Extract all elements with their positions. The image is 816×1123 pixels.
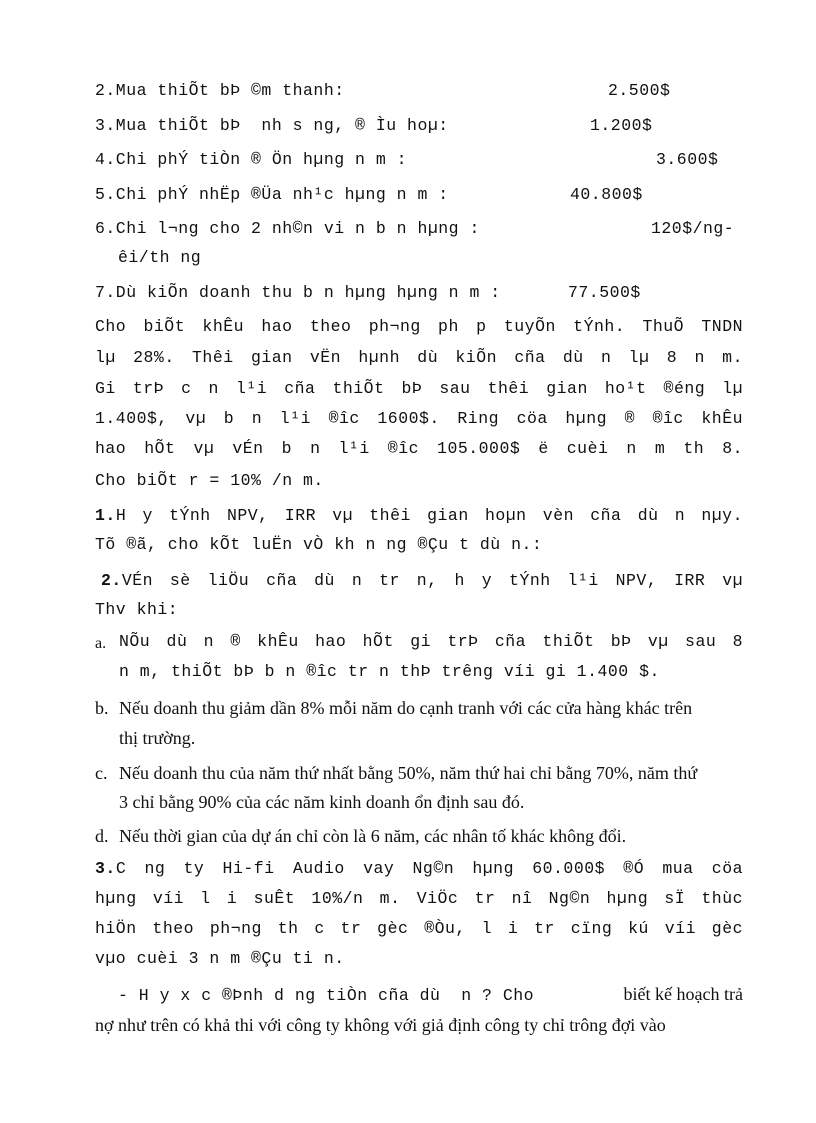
item-4-amount: 3.600$ bbox=[656, 150, 719, 169]
item-3-label: 3.Mua thiÕt bÞ nh s ng, ® Ìu hoµ: bbox=[95, 116, 449, 135]
item-b-line-1: Nếu doanh thu giảm dần 8% mỗi năm do cạnh tranh với các cửa hàng khác trên bbox=[119, 698, 693, 718]
question-1-number: 1. bbox=[95, 506, 116, 525]
item-a-line-2: n m, thiÕt bÞ b n ®îc tr n thÞ trêng víi gi 1.400 $. bbox=[119, 662, 660, 681]
question-3-line-1 bbox=[95, 858, 743, 880]
question-2-line-2: Thv khi: bbox=[95, 600, 179, 619]
item-7-label: 7.Dù kiÕn doanh thu b n hµng hµng n m : bbox=[95, 283, 501, 302]
item-6-amount: 120$/ng- bbox=[651, 219, 735, 238]
item-6-continuation: êi/th ng bbox=[118, 248, 202, 267]
question-1-text: H y tÝnh NPV, IRR vµ thêi gian hoµn vèn cña dù n nµy. bbox=[115, 506, 743, 525]
assumption-line-4: 1.400$, vµ b n l¹i ®îc 1600$. Ring cöa hµng ® ®îc khÊu bbox=[95, 409, 743, 428]
question-2-line-1 bbox=[101, 570, 743, 592]
item-3-amount: 1.200$ bbox=[590, 116, 653, 135]
question-2-number: 2. bbox=[101, 571, 122, 590]
question-3-line-3: hiÖn theo ph¬ng th c tr gèc ®Òu, l i tr cïng kú víi gèc bbox=[95, 919, 743, 938]
item-7-amount: 77.500$ bbox=[568, 283, 641, 302]
item-d-marker: d. bbox=[95, 826, 109, 846]
question-3-line-4: vµo cuèi 3 n m ®Çu ti n. bbox=[95, 949, 345, 968]
question-3-task-serif: biết kế hoạch trả bbox=[623, 984, 743, 1004]
assumption-line-1: Cho biÕt khÊu hao theo ph¬ng ph p tuyÕn tÝnh. ThuÕ TNDN bbox=[95, 317, 743, 336]
item-5-amount: 40.800$ bbox=[570, 185, 643, 204]
item-a-line-1: NÕu dù n ® khÊu hao hÕt gi trÞ cña thiÕt bÞ vµ sau 8 bbox=[119, 632, 743, 651]
question-3-task-line-1 bbox=[118, 983, 743, 1007]
question-1-line-2: Tõ ®ã, cho kÕt luËn vÒ kh n ng ®Çu t dù n.: bbox=[95, 535, 543, 554]
item-b-line-2: thị trường. bbox=[119, 728, 196, 748]
item-c-line-1: Nếu doanh thu của năm thứ nhất bằng 50%, năm thứ hai chỉ bằng 70%, năm thứ bbox=[119, 763, 698, 783]
item-a-marker: a. bbox=[95, 635, 107, 652]
item-2-amount: 2.500$ bbox=[608, 81, 671, 100]
item-d-line-1: Nếu thời gian của dự án chỉ còn là 6 năm, các nhân tố khác không đổi. bbox=[119, 826, 627, 846]
item-2-label: 2.Mua thiÕt bÞ ©m thanh: bbox=[95, 81, 345, 100]
item-5-label: 5.Chi phÝ nhËp ®Üa nh¹c hµng n m : bbox=[95, 185, 449, 204]
question-2-text: VÉn sè liÖu cña dù n tr n, h y tÝnh l¹i NPV, IRR vµ bbox=[121, 571, 743, 590]
question-3-number: 3. bbox=[95, 859, 116, 878]
question-3-task-mono: - H y x c ®Þnh d ng tiÒn cña dù n ? Cho bbox=[118, 986, 535, 1005]
item-c-line-2: 3 chỉ bằng 90% của các năm kinh doanh ổn định sau đó. bbox=[119, 792, 525, 812]
assumption-line-5: hao hÕt vµ vÉn b n l¹i ®îc 105.000$ ë cuèi n m th 8. bbox=[95, 439, 743, 458]
item-c-marker: c. bbox=[95, 763, 108, 783]
question-3-line-2: hµng víi l i suÊt 10%/n m. ViÖc tr nî Ng©n hµng sÏ thùc bbox=[95, 889, 743, 908]
question-3-text: C ng ty Hi-fi Audio vay Ng©n hµng 60.000$ ®Ó mua cöa bbox=[115, 859, 743, 878]
item-4-label: 4.Chi phÝ tiÒn ® Ön hµng n m : bbox=[95, 150, 408, 169]
assumption-line-2: lµ 28%. Thêi gian vËn hµnh dù kiÕn cña dù n lµ 8 n m. bbox=[95, 348, 743, 367]
item-b-marker: b. bbox=[95, 698, 109, 718]
assumption-line-3: Gi trÞ c n l¹i cña thiÕt bÞ sau thêi gian ho¹t ®éng lµ bbox=[95, 379, 743, 398]
item-6-label: 6.Chi l¬ng cho 2 nh©n vi n b n hµng : bbox=[95, 219, 480, 238]
question-1-line-1 bbox=[95, 505, 743, 527]
discount-rate-line: Cho biÕt r = 10% /n m. bbox=[95, 471, 324, 490]
question-3-task-line-2: nợ như trên có khả thi với công ty không với giả định công ty chỉ trông đợi vào bbox=[95, 1015, 666, 1035]
